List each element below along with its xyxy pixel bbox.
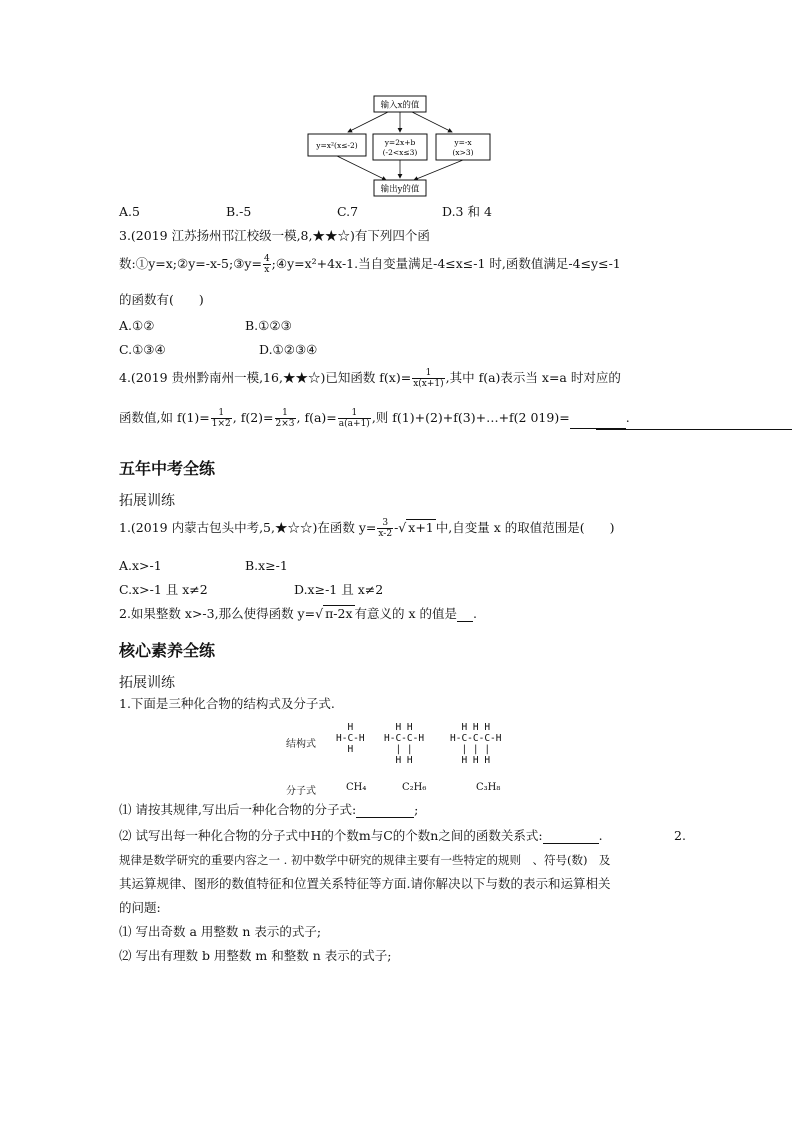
q3-line2: 数:①y=x;②y=-x-5;③y= $\frac{4}{x}$ ;④y=x²+4x-1.当自变量满足-4≤x≤-1 时,函数值满足-4≤y≤-1 xyxy=(119,254,621,275)
q3-option-a: A.①② xyxy=(119,318,155,333)
q3-fraction: $\frac{4}{x}$ xyxy=(263,254,270,275)
ethane-structure: H H H-C-C-H | | H H xyxy=(384,722,425,766)
q4-line2: 函数值,如 f(1)= $\frac{1}{1\times 2}$ , f(2)= $\frac{1}{2\times 3}$ , f(a)= $\frac{1}{a(a+1)}$ ,则 f(1)+(2)+f(3)+…+f(2 019)= . xyxy=(119,408,630,429)
formula-ch4: CH₄ xyxy=(346,782,367,793)
q3-option-b: B.①②③ xyxy=(245,318,292,333)
flow-mid-text-2: (-2<x≤3) xyxy=(382,148,418,157)
q3-line1: 3.(2019 江苏扬州邗江校级一模,8,★★☆)有下列四个函 xyxy=(119,228,430,243)
s2q1-part1: ⑴ 请按其规律,写出后一种化合物的分子式: ; xyxy=(119,802,419,817)
propane-structure: H H H H-C-C-C-H | | | H H H xyxy=(450,722,502,766)
methane-structure: H H-C-H H xyxy=(336,722,365,755)
s2q1-part2: ⑵ 试写出每一种化合物的分子式中H的个数m与C的个数n之间的函数关系式: . xyxy=(119,828,603,843)
q3-option-c: C.①③④ xyxy=(119,342,166,357)
s2q1-part1-blank[interactable] xyxy=(356,803,414,818)
s2q2-part2: ⑵ 写出有理数 b 用整数 m 和整数 n 表示的式子; xyxy=(119,948,392,963)
s2q2-line1: 规律是数学研究的重要内容之一 . 初中数学中研究的规律主要有一些特定的规则 、符号(数) 及 xyxy=(119,853,611,867)
formula-label: 分子式 xyxy=(286,786,316,797)
flow-mid-text-1: y=2x+b xyxy=(384,138,416,147)
q4-long-underline xyxy=(596,429,792,430)
s2q2-line2: 其运算规律、图形的数值特征和位置关系特征等方面.请你解决以下与数的表示和运算相关 xyxy=(119,876,611,891)
q2-option-d: D.3 和 4 xyxy=(442,204,492,219)
s2q1-intro: 1.下面是三种化合物的结构式及分子式. xyxy=(119,696,335,711)
s2q2-line3: 的问题: xyxy=(119,900,161,915)
struct-label: 结构式 xyxy=(286,739,316,750)
s1q2-answer-blank[interactable] xyxy=(457,607,473,622)
s1q2-line: 2.如果整数 x>-3,那么使得函数 y=√ π-2x 有意义的 x 的值是 . xyxy=(119,606,477,621)
s2q1-part2-blank[interactable] xyxy=(543,829,599,844)
s2q2-number: 2. xyxy=(674,828,686,843)
section-title-core-literacy: 核心素养全练 xyxy=(119,641,216,660)
q2-option-c: C.7 xyxy=(337,204,359,219)
s1q1-line: 1.(2019 内蒙古包头中考,5,★☆☆)在函数 y= $\frac{3}{x-2}$ -√ x+1 中,自变量 x 的取值范围是( ) xyxy=(119,518,615,539)
flow-left-text: y=x²(x≤-2) xyxy=(316,141,358,150)
formula-c2h6: C₂H₆ xyxy=(402,782,427,793)
section-subtitle-extension-1: 拓展训练 xyxy=(119,493,175,509)
section-title-five-years: 五年中考全练 xyxy=(119,459,216,478)
section-subtitle-extension-2: 拓展训练 xyxy=(119,675,175,691)
flow-input-text: 输入x的值 xyxy=(380,100,420,111)
flow-right-text-1: y=-x xyxy=(454,138,472,147)
q2-option-a: A.5 xyxy=(119,204,140,219)
q2-option-b: B.-5 xyxy=(226,204,252,219)
flow-right-text-2: (x>3) xyxy=(452,148,474,157)
s1q1-option-c: C.x>-1 且 x≠2 xyxy=(119,582,208,597)
s1q1-option-a: A.x>-1 xyxy=(119,558,162,573)
formula-c3h8: C₃H₈ xyxy=(476,782,501,793)
q3-line3: 的函数有( ) xyxy=(119,292,204,307)
s1q1-option-b: B.x≥-1 xyxy=(245,558,288,573)
s2q2-part1: ⑴ 写出奇数 a 用整数 n 表示的式子; xyxy=(119,924,322,939)
q3-option-d: D.①②③④ xyxy=(259,342,318,357)
q4-answer-blank[interactable] xyxy=(570,414,626,429)
flowchart xyxy=(300,92,500,200)
s1q1-option-d: D.x≥-1 且 x≠2 xyxy=(294,582,384,597)
q4-line1: 4.(2019 贵州黔南州一模,16,★★☆)已知函数 f(x)= $\frac{1}{x(x+1)}$ ,其中 f(a)表示当 x=a 时对应的 xyxy=(119,368,621,389)
flow-output-text: 输出y的值 xyxy=(380,184,420,195)
